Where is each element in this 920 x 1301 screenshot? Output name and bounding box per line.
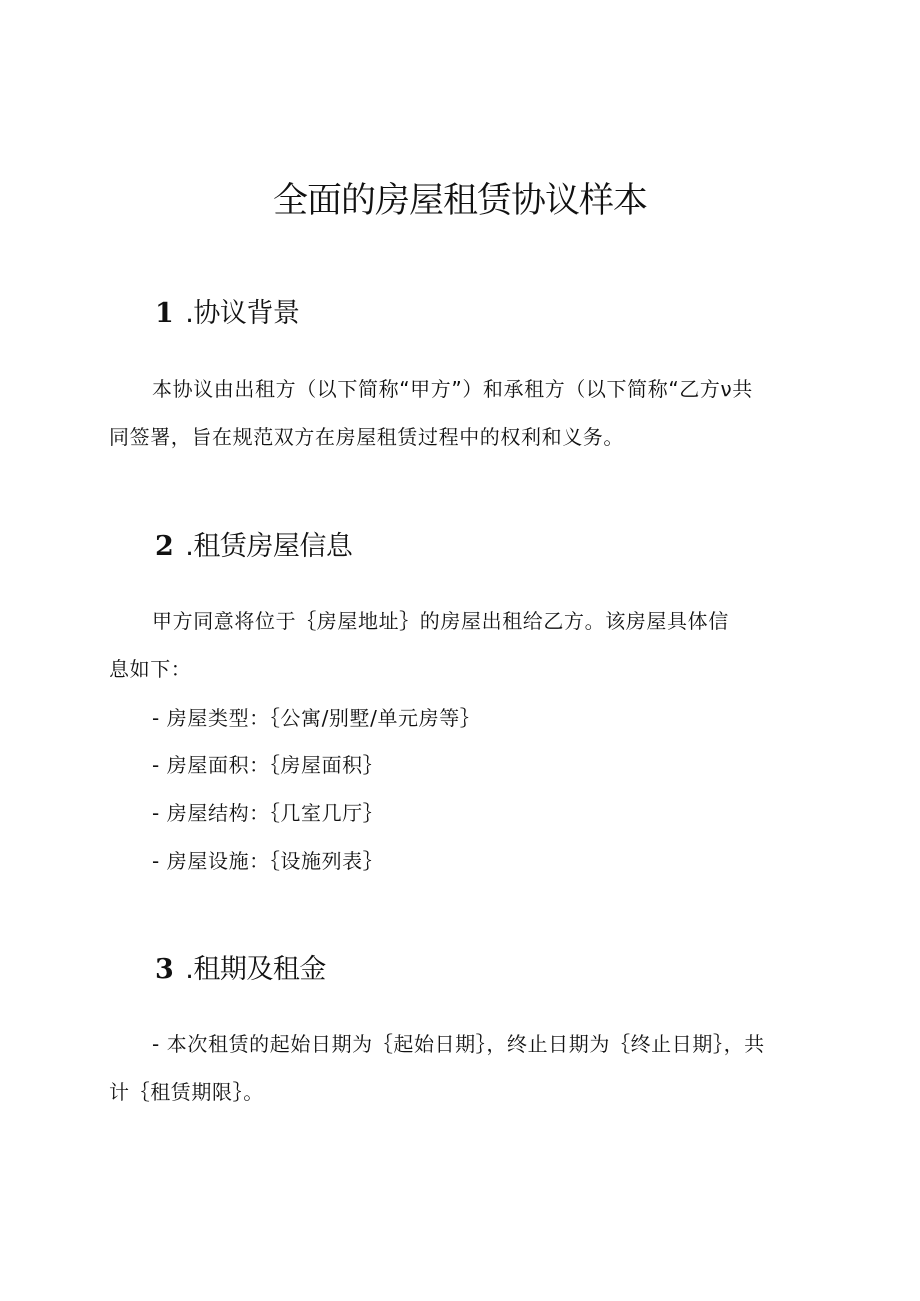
section-1-number: 1: [155, 298, 174, 329]
list-item-house-area: - 房屋面积：｛房屋面积｝: [152, 753, 384, 777]
section-1-line-2: 同签署，旨在规范双方在房屋租赁过程中的权利和义务。: [109, 425, 624, 449]
document-title: 全面的房屋租赁协议样本: [272, 181, 647, 221]
section-2-paragraph: [109, 597, 829, 693]
section-1-paragraph: [109, 365, 829, 461]
section-1-heading: [155, 296, 299, 332]
section-2-line-2: 息如下：: [109, 657, 192, 681]
section-2-number: 2: [155, 531, 174, 562]
section-3-number: 3: [155, 954, 174, 985]
list-item-house-structure: - 房屋结构：｛几室几厅｝: [152, 801, 384, 825]
list-item-house-facilities: - 房屋设施：｛设施列表｝: [152, 849, 384, 873]
section-3-heading: [155, 952, 326, 988]
section-2-line-1: 甲方同意将位于｛房屋地址｝的房屋出租给乙方。该房屋具体信: [152, 609, 729, 633]
section-3-line-1: - 本次租赁的起始日期为｛起始日期｝，终止日期为｛终止日期｝，共: [152, 1032, 765, 1056]
list-item-house-type: - 房屋类型：｛公寓/别墅/单元房等｝: [152, 706, 481, 730]
section-2-heading: [155, 529, 352, 565]
section-3-line-2: 计｛租赁期限｝。: [109, 1080, 264, 1104]
section-3-paragraph: [109, 1020, 829, 1116]
section-1-line-1: 本协议由出租方（以下简称“甲方”）和承租方（以下简称“乙方ν共: [152, 377, 753, 401]
section-2-title: .租赁房屋信息: [185, 531, 353, 562]
section-1-title: .协议背景: [185, 298, 300, 329]
section-3-title: .租期及租金: [185, 954, 326, 985]
